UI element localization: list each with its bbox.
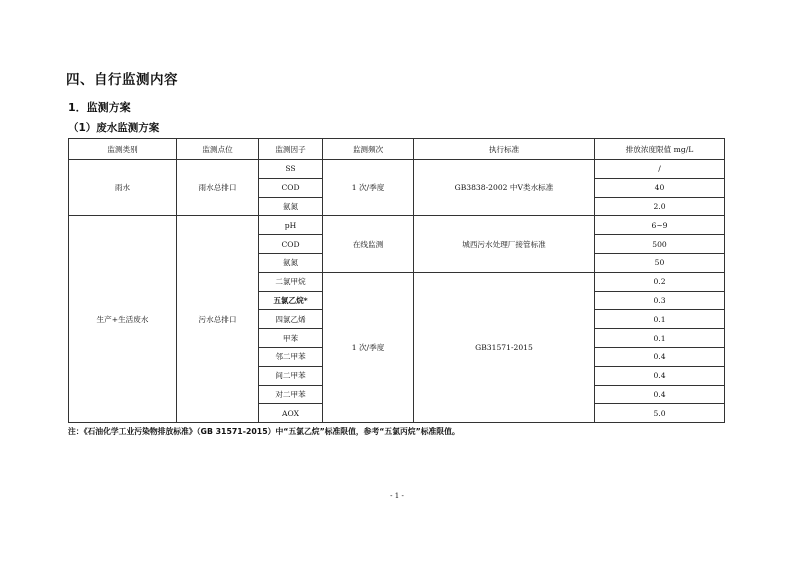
category-cell: 生产+生活废水 (69, 216, 177, 423)
factor-cell: 甲苯 (259, 329, 323, 348)
factor-cell: 氨氮 (259, 253, 323, 272)
header-frequency: 监测频次 (323, 139, 414, 160)
frequency-cell: 1 次/季度 (323, 272, 414, 422)
factor-cell: COD (259, 235, 323, 254)
factor-cell: AOX (259, 404, 323, 423)
limit-cell: 40 (595, 178, 725, 197)
point-cell: 雨水总排口 (177, 160, 259, 216)
standard-cell: 城西污水处理厂接管标准 (414, 216, 595, 272)
factor-cell: 氨氮 (259, 197, 323, 216)
limit-cell: 500 (595, 235, 725, 254)
factor-cell: 间二甲苯 (259, 366, 323, 385)
factor-cell: pH (259, 216, 323, 235)
limit-cell: 0.4 (595, 347, 725, 366)
point-cell: 污水总排口 (177, 216, 259, 423)
category-cell: 雨水 (69, 160, 177, 216)
factor-cell: SS (259, 160, 323, 179)
factor-cell: 五氯乙烷* (259, 291, 323, 310)
factor-cell: 对二甲苯 (259, 385, 323, 404)
factor-cell: 邻二甲苯 (259, 347, 323, 366)
limit-cell: 0.4 (595, 385, 725, 404)
wastewater-monitoring-table (68, 138, 725, 423)
standard-cell: GB3838-2002 中Ⅴ类水标准 (414, 160, 595, 216)
table-row (69, 216, 725, 235)
table-header-row (69, 139, 725, 160)
limit-cell: 5.0 (595, 404, 725, 423)
section-title: 四、自行监测内容 (66, 72, 178, 88)
header-point: 监测点位 (177, 139, 259, 160)
limit-cell: 0.2 (595, 272, 725, 291)
limit-cell: 0.3 (595, 291, 725, 310)
header-standard: 执行标准 (414, 139, 595, 160)
table-footnote: 注：《石油化学工业污染物排放标准》（GB 31571-2015）中“五氯乙烷”标准限值，参考“五氯丙烷”标准限值。 (68, 427, 460, 436)
limit-cell: 2.0 (595, 197, 725, 216)
limit-cell: 6~9 (595, 216, 725, 235)
subsection-title: 1．监测方案 (68, 101, 131, 114)
limit-cell: 0.4 (595, 366, 725, 385)
factor-cell: 四氯乙烯 (259, 310, 323, 329)
header-factor: 监测因子 (259, 139, 323, 160)
page-number: - 1 - (390, 492, 404, 500)
subsubsection-title: （1）废水监测方案 (68, 122, 160, 134)
standard-cell: GB31571-2015 (414, 272, 595, 422)
header-limit: 排放浓度限值 mg/L (595, 139, 725, 160)
limit-cell: 0.1 (595, 310, 725, 329)
limit-cell: 0.1 (595, 329, 725, 348)
header-category: 监测类别 (69, 139, 177, 160)
limit-cell: 50 (595, 253, 725, 272)
factor-cell: COD (259, 178, 323, 197)
frequency-cell: 在线监测 (323, 216, 414, 272)
limit-cell: / (595, 160, 725, 179)
frequency-cell: 1 次/季度 (323, 160, 414, 216)
table-row (69, 160, 725, 179)
factor-cell: 二氯甲烷 (259, 272, 323, 291)
